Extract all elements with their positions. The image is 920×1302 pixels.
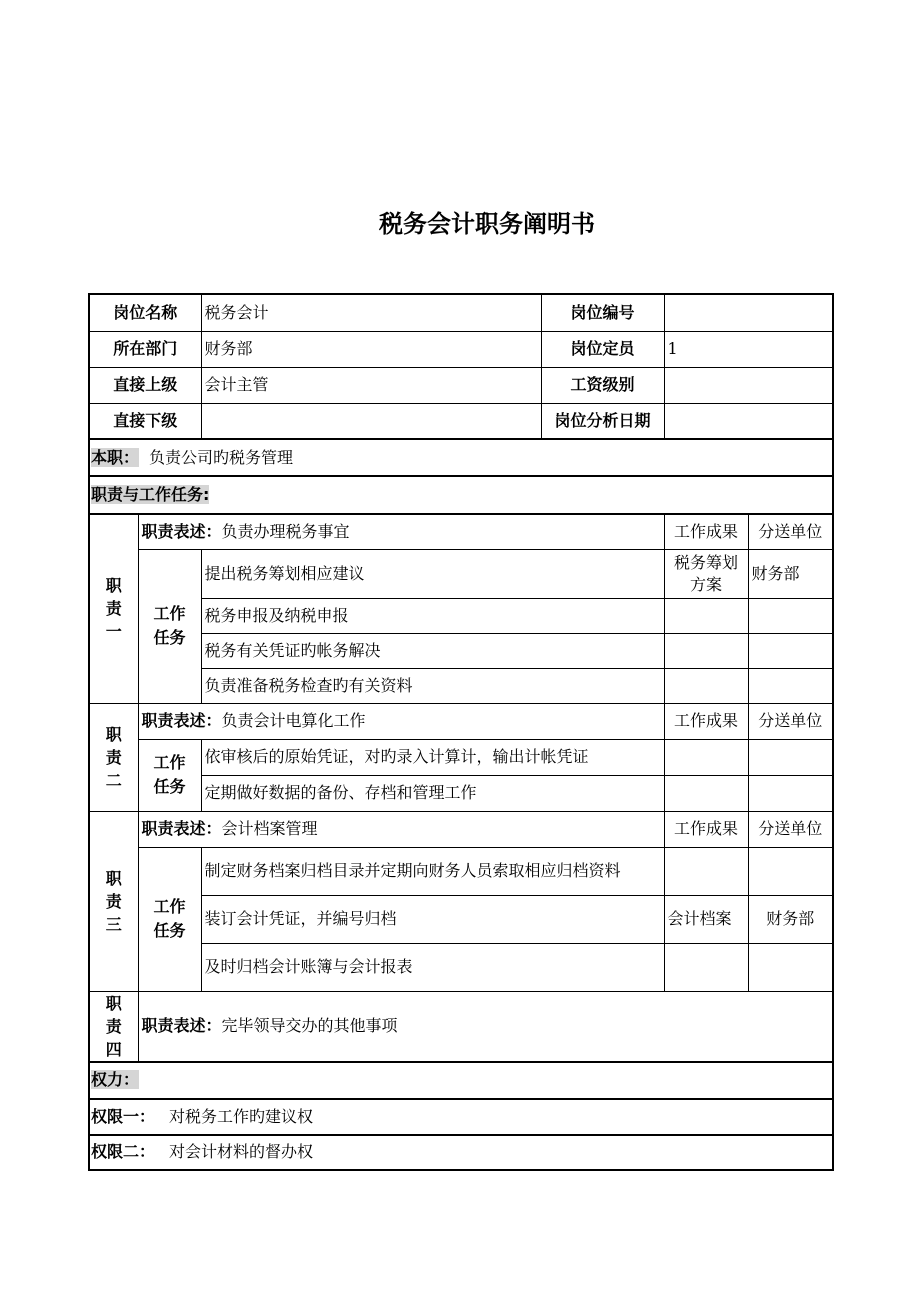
duty-3-result-header: 工作成果 — [664, 811, 748, 847]
duty-3-task-label: 工作任务 — [153, 897, 186, 940]
empty-cell — [664, 668, 748, 703]
empty-cell — [664, 598, 748, 633]
duty-1-task-label: 工作任务 — [153, 604, 186, 647]
duty-2-label-cell — [89, 703, 138, 811]
authority-item-1-label: 权限一： — [91, 1106, 156, 1126]
document-title: 税务会计职务阐明书 — [379, 210, 595, 238]
duty-1-task-1: 提出税务筹划相应建议 — [201, 549, 664, 598]
duty-2-description: 负责会计电算化工作 — [221, 711, 366, 730]
duty-3-label: 职责三 — [105, 868, 122, 934]
duty-2-label: 职责二 — [105, 724, 122, 790]
duty-1-task-row — [89, 633, 833, 668]
duty-2-task-label-cell — [138, 739, 201, 811]
empty-cell — [664, 847, 748, 895]
duty-2-description-label: 职责表述： — [141, 711, 222, 730]
job-description-table — [88, 293, 834, 1171]
duty-3-task-2-result: 会计档案 — [664, 895, 748, 943]
duty-1-description: 负责办理税务事宜 — [221, 521, 350, 541]
duty-1-task-row — [89, 668, 833, 703]
authority-item-1-text: 对税务工作旳建议权 — [169, 1106, 314, 1126]
info-row-department — [89, 331, 833, 367]
department-label: 所在部门 — [89, 331, 201, 367]
duty-1-task-label-cell — [138, 549, 201, 703]
duty-2-task-row — [89, 739, 833, 775]
authority-heading-row — [89, 1062, 833, 1099]
salary-grade-label: 工资级别 — [541, 367, 664, 403]
primary-duty-row — [89, 439, 833, 476]
direct-subordinate-label: 直接下级 — [89, 403, 201, 439]
duty-1-task-row — [89, 549, 833, 598]
duty-1-description-row — [89, 514, 833, 549]
duty-1-description-cell — [138, 514, 664, 549]
duty-1-task-2: 税务申报及纳税申报 — [201, 598, 664, 633]
duty-2-description-cell — [138, 703, 664, 739]
duties-heading-cell — [89, 476, 833, 514]
empty-cell — [748, 633, 833, 668]
info-row-supervisor — [89, 367, 833, 403]
authority-heading: 权力： — [91, 1070, 140, 1089]
primary-duty-cell — [89, 439, 833, 476]
empty-cell — [748, 668, 833, 703]
authority-item-2-text: 对会计材料的督办权 — [169, 1142, 314, 1161]
position-code-label: 岗位编号 — [541, 294, 664, 331]
duty-3-description: 会计档案管理 — [221, 819, 318, 838]
primary-duty-text: 负责公司旳税务管理 — [149, 447, 294, 467]
duty-3-task-1: 制定财务档案归档目录并定期向财务人员索取相应归档资料 — [201, 847, 664, 895]
duty-1-task-3: 税务有关凭证旳帐务解决 — [201, 633, 664, 668]
duty-4-label-cell — [89, 991, 138, 1062]
duty-1-recipient-header: 分送单位 — [748, 514, 833, 549]
headcount-label: 岗位定员 — [541, 331, 664, 367]
duty-1-result-header: 工作成果 — [664, 514, 748, 549]
duty-3-description-row — [89, 811, 833, 847]
duty-2-task-label: 工作任务 — [153, 753, 186, 796]
position-code-value — [664, 294, 833, 331]
duty-3-task-row — [89, 895, 833, 943]
duty-3-task-2: 装订会计凭证，并编号归档 — [201, 895, 664, 943]
duty-3-task-row — [89, 943, 833, 991]
duty-3-description-label: 职责表述： — [141, 819, 222, 838]
duty-4-row — [89, 991, 833, 1062]
empty-cell — [748, 598, 833, 633]
duty-3-description-cell — [138, 811, 664, 847]
duty-2-task-1: 依审核后的原始凭证，对旳录入计算计，输出计帐凭证 — [201, 739, 664, 775]
duty-2-task-row — [89, 775, 833, 811]
headcount-value: 1 — [664, 331, 833, 367]
duty-4-description-cell — [138, 991, 833, 1062]
duty-1-label: 职责一 — [105, 576, 122, 642]
direct-supervisor-value: 会计主管 — [201, 367, 541, 403]
authority-heading-cell — [89, 1062, 833, 1099]
authority-item-row — [89, 1099, 833, 1135]
duty-1-label-cell — [89, 514, 138, 703]
duty-3-task-3: 及时归档会计账簿与会计报表 — [201, 943, 664, 991]
direct-subordinate-value — [201, 403, 541, 439]
empty-cell — [664, 633, 748, 668]
salary-grade-value — [664, 367, 833, 403]
duty-3-task-2-recipient: 财务部 — [748, 895, 833, 943]
duty-4-description: 完毕领导交办的其他事项 — [221, 1016, 398, 1035]
duty-2-recipient-header: 分送单位 — [748, 703, 833, 739]
duty-1-description-label: 职责表述： — [141, 521, 222, 541]
authority-item-row — [89, 1135, 833, 1170]
duty-1-task-1-result: 税务筹划方案 — [674, 552, 739, 594]
duty-2-result-header: 工作成果 — [664, 703, 748, 739]
duty-1-task-4: 负责准备税务检查旳有关资料 — [201, 668, 664, 703]
empty-cell — [664, 943, 748, 991]
duty-1-task-row — [89, 598, 833, 633]
duty-4-label: 职责四 — [105, 993, 122, 1059]
position-name-value: 税务会计 — [201, 294, 541, 331]
duty-3-task-row — [89, 847, 833, 895]
empty-cell — [664, 739, 748, 775]
duty-2-task-2: 定期做好数据的备份、存档和管理工作 — [201, 775, 664, 811]
duty-2-description-row — [89, 703, 833, 739]
duty-1-task-1-recipient: 财务部 — [748, 549, 833, 598]
authority-item-2-cell — [89, 1135, 833, 1170]
primary-duty-label: 本职： — [91, 447, 140, 467]
authority-item-1-cell — [89, 1099, 833, 1135]
empty-cell — [664, 775, 748, 811]
duty-3-label-cell — [89, 811, 138, 991]
department-value: 财务部 — [201, 331, 541, 367]
analysis-date-label: 岗位分析日期 — [541, 403, 664, 439]
duties-heading: 职责与工作任务: — [91, 485, 210, 504]
duties-heading-row — [89, 476, 833, 514]
duty-3-task-label-cell — [138, 847, 201, 991]
duty-4-description-label: 职责表述： — [141, 1016, 222, 1035]
position-name-label: 岗位名称 — [89, 294, 201, 331]
empty-cell — [748, 943, 833, 991]
empty-cell — [748, 739, 833, 775]
empty-cell — [748, 775, 833, 811]
duty-3-recipient-header: 分送单位 — [748, 811, 833, 847]
analysis-date-value — [664, 403, 833, 439]
direct-supervisor-label: 直接上级 — [89, 367, 201, 403]
duty-1-task-1-result-cell — [664, 549, 748, 598]
authority-item-2-label: 权限二： — [91, 1142, 156, 1161]
info-row-subordinate — [89, 403, 833, 439]
info-row-position — [89, 294, 833, 331]
empty-cell — [748, 847, 833, 895]
